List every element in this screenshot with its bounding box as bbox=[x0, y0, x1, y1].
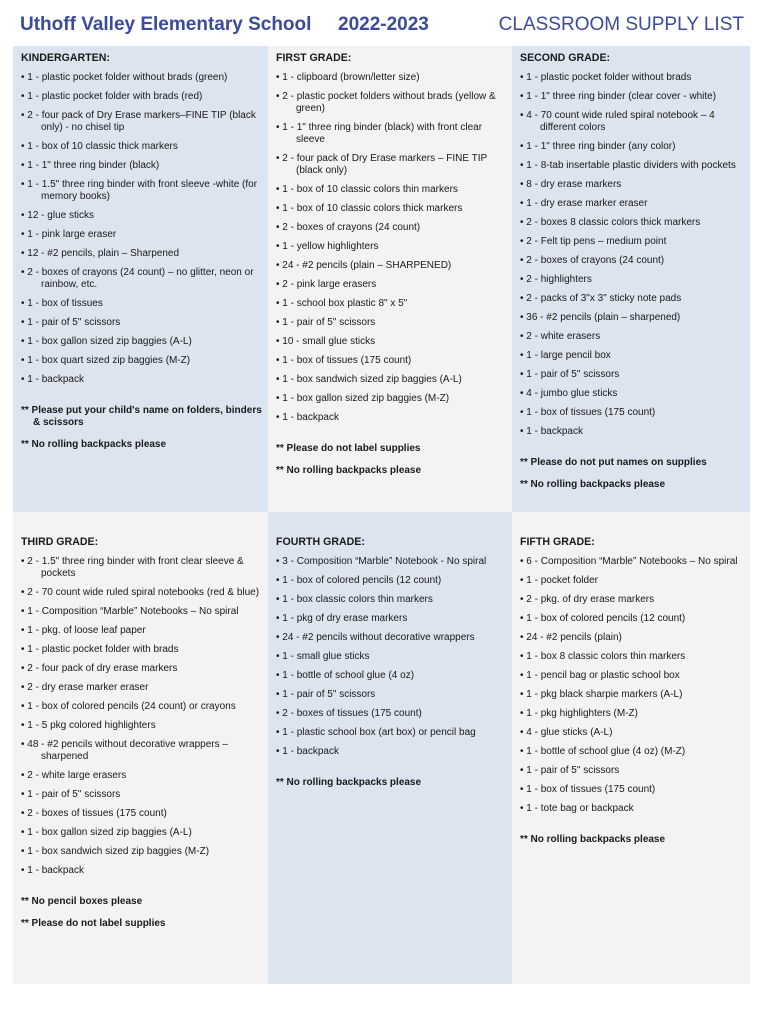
supply-list bbox=[21, 72, 262, 386]
grade-title: FIRST GRADE: bbox=[276, 52, 352, 64]
supply-item: • 1 - box of tissues (175 count) bbox=[276, 355, 506, 367]
supply-item: • 2 - 70 count wide ruled spiral notebooks (red & blue) bbox=[21, 587, 262, 599]
grade-panel-first bbox=[268, 46, 512, 512]
supply-note: ** No rolling backpacks please bbox=[21, 439, 167, 450]
supply-item: • 1 - box of 10 classic colors thin markers bbox=[276, 184, 506, 196]
supply-note: ** Please do not label supplies bbox=[276, 443, 421, 454]
supply-item: • 2 - four pack of Dry Erase markers – FINE TIP (black only) bbox=[276, 153, 506, 177]
supply-item: • 2 - pink large erasers bbox=[276, 279, 506, 291]
supply-list bbox=[21, 556, 262, 877]
supply-item: • 1 - 1" three ring binder (black) bbox=[21, 160, 262, 172]
supply-item: • 2 - four pack of Dry Erase markers–FINE TIP (black only) - no chisel tip bbox=[21, 110, 262, 134]
supply-item: • 2 - four pack of dry erase markers bbox=[21, 663, 262, 675]
supply-item: • 1 - tote bag or backpack bbox=[520, 803, 744, 815]
supply-item: • 24 - #2 pencils (plain) bbox=[520, 632, 744, 644]
supply-list bbox=[276, 72, 506, 424]
supply-item: • 10 - small glue sticks bbox=[276, 336, 506, 348]
supply-item: • 1 - pair of 5" scissors bbox=[520, 765, 744, 777]
supply-item: • 2 - white large erasers bbox=[21, 770, 262, 782]
supply-item: • 1 - bottle of school glue (4 oz) (M-Z) bbox=[520, 746, 744, 758]
supply-item: • 1 - 1" three ring binder (clear cover - white) bbox=[520, 91, 744, 103]
supply-note: ** Please do not label supplies bbox=[21, 918, 166, 929]
supply-item: • 2 - 1.5" three ring binder with front clear sleeve & pockets bbox=[21, 556, 262, 580]
supply-item: • 1 - box of colored pencils (12 count) bbox=[520, 613, 744, 625]
grade-title: SECOND GRADE: bbox=[520, 52, 611, 64]
supply-item: • 12 - glue sticks bbox=[21, 210, 262, 222]
supply-item: • 1 - yellow highlighters bbox=[276, 241, 506, 253]
supply-item: • 3 - Composition “Marble” Notebook - No spiral bbox=[276, 556, 506, 568]
supply-list bbox=[520, 72, 744, 438]
supply-item: • 1 - box sandwich sized zip baggies (M-Z) bbox=[21, 846, 262, 858]
school-year: 2022-2023 bbox=[338, 14, 429, 35]
grade-panel-second bbox=[512, 46, 750, 512]
supply-item: • 1 - backpack bbox=[520, 426, 744, 438]
supply-item: • 1 - box of colored pencils (24 count) or crayons bbox=[21, 701, 262, 713]
supply-item: • 1 - 5 pkg colored highlighters bbox=[21, 720, 262, 732]
supply-note: ** No rolling backpacks please bbox=[520, 834, 666, 845]
school-name: Uthoff Valley Elementary School bbox=[20, 14, 312, 35]
supply-item: • 2 - boxes of crayons (24 count) bbox=[520, 255, 744, 267]
supply-item: • 48 - #2 pencils without decorative wrappers – sharpened bbox=[21, 739, 262, 763]
supply-item: • 1 - box of 10 classic thick markers bbox=[21, 141, 262, 153]
supply-item: • 36 - #2 pencils (plain – sharpened) bbox=[520, 312, 744, 324]
supply-item: • 1 - pair of 5" scissors bbox=[276, 689, 506, 701]
supply-item: • 1 - pair of 5" scissors bbox=[520, 369, 744, 381]
grade-title: THIRD GRADE: bbox=[21, 536, 99, 548]
supply-item: • 1 - box sandwich sized zip baggies (A-L) bbox=[276, 374, 506, 386]
supply-item: • 1 - pink large eraser bbox=[21, 229, 262, 241]
supply-item: • 1 - Composition “Marble” Notebooks – No spiral bbox=[21, 606, 262, 618]
supply-item: • 1 - pair of 5" scissors bbox=[21, 789, 262, 801]
supply-item: • 2 - pkg. of dry erase markers bbox=[520, 594, 744, 606]
page-header bbox=[0, 0, 770, 46]
supply-item: • 1 - backpack bbox=[276, 746, 506, 758]
supply-item: • 2 - highlighters bbox=[520, 274, 744, 286]
supply-item: • 1 - pocket folder bbox=[520, 575, 744, 587]
supply-item: • 1 - pair of 5" scissors bbox=[276, 317, 506, 329]
supply-item: • 12 - #2 pencils, plain – Sharpened bbox=[21, 248, 262, 260]
supply-item: • 2 - white erasers bbox=[520, 331, 744, 343]
supply-item: • 1 - box 8 classic colors thin markers bbox=[520, 651, 744, 663]
supply-item: • 1 - 1" three ring binder (any color) bbox=[520, 141, 744, 153]
supply-item: • 1 - plastic pocket folder with brads bbox=[21, 644, 262, 656]
supply-item: • 1 - 8-tab insertable plastic dividers with pockets bbox=[520, 160, 744, 172]
supply-item: • 1 - school box plastic 8" x 5" bbox=[276, 298, 506, 310]
supply-note: ** No rolling backpacks please bbox=[276, 777, 422, 788]
supply-item: • 1 - plastic school box (art box) or pencil bag bbox=[276, 727, 506, 739]
supply-item: • 2 - boxes of crayons (24 count) bbox=[276, 222, 506, 234]
supply-item: • 1 - plastic pocket folder without brads bbox=[520, 72, 744, 84]
supply-list bbox=[520, 556, 744, 815]
supply-item: • 1 - box gallon sized zip baggies (M-Z) bbox=[276, 393, 506, 405]
supply-item: • 1 - small glue sticks bbox=[276, 651, 506, 663]
supply-note: ** No pencil boxes please bbox=[21, 896, 143, 907]
grade-panel-fourth bbox=[268, 512, 512, 984]
supply-note: ** No rolling backpacks please bbox=[520, 479, 666, 490]
supply-item: • 1 - 1.5" three ring binder with front sleeve -white (for memory books) bbox=[21, 179, 262, 203]
supply-item: • 1 - backpack bbox=[21, 374, 262, 386]
supply-item: • 1 - box of tissues bbox=[21, 298, 262, 310]
supply-item: • 24 - #2 pencils (plain – SHARPENED) bbox=[276, 260, 506, 272]
supply-grid bbox=[13, 46, 750, 984]
supply-item: • 1 - backpack bbox=[276, 412, 506, 424]
supply-item: • 4 - glue sticks (A-L) bbox=[520, 727, 744, 739]
supply-item: • 4 - 70 count wide ruled spiral notebook – 4 different colors bbox=[520, 110, 744, 134]
supply-item: • 1 - box gallon sized zip baggies (A-L) bbox=[21, 336, 262, 348]
supply-note: ** No rolling backpacks please bbox=[276, 465, 422, 476]
supply-item: • 1 - box of 10 classic colors thick markers bbox=[276, 203, 506, 215]
supply-item: • 1 - pkg. of loose leaf paper bbox=[21, 625, 262, 637]
supply-item: • 1 - clipboard (brown/letter size) bbox=[276, 72, 506, 84]
supply-item: • 1 - plastic pocket folder with brads (red) bbox=[21, 91, 262, 103]
grade-title: FIFTH GRADE: bbox=[520, 536, 595, 548]
supply-item: • 1 - pencil bag or plastic school box bbox=[520, 670, 744, 682]
supply-item: • 1 - backpack bbox=[21, 865, 262, 877]
grade-title: KINDERGARTEN: bbox=[21, 52, 110, 64]
supply-item: • 1 - box of tissues (175 count) bbox=[520, 784, 744, 796]
grade-panel-fifth bbox=[512, 512, 750, 984]
supply-item: • 1 - box of tissues (175 count) bbox=[520, 407, 744, 419]
supply-item: • 2 - boxes of tissues (175 count) bbox=[21, 808, 262, 820]
grade-title: FOURTH GRADE: bbox=[276, 536, 365, 548]
supply-note: ** Please do not put names on supplies bbox=[520, 457, 707, 468]
supply-item: • 2 - boxes of crayons (24 count) – no glitter, neon or rainbow, etc. bbox=[21, 267, 262, 291]
supply-item: • 1 - box of colored pencils (12 count) bbox=[276, 575, 506, 587]
supply-item: • 1 - box gallon sized zip baggies (A-L) bbox=[21, 827, 262, 839]
supply-item: • 1 - box quart sized zip baggies (M-Z) bbox=[21, 355, 262, 367]
supply-item: • 8 - dry erase markers bbox=[520, 179, 744, 191]
list-title: CLASSROOM SUPPLY LIST bbox=[498, 14, 744, 35]
supply-item: • 1 - bottle of school glue (4 oz) bbox=[276, 670, 506, 682]
grade-panel-third bbox=[13, 512, 268, 984]
supply-list bbox=[276, 556, 506, 758]
supply-item: • 2 - packs of 3"x 3" sticky note pads bbox=[520, 293, 744, 305]
supply-item: • 2 - plastic pocket folders without brads (yellow & green) bbox=[276, 91, 506, 115]
supply-item: • 24 - #2 pencils without decorative wrappers bbox=[276, 632, 506, 644]
supply-item: • 1 - pair of 5" scissors bbox=[21, 317, 262, 329]
supply-item: • 2 - boxes 8 classic colors thick markers bbox=[520, 217, 744, 229]
supply-item: • 6 - Composition “Marble” Notebooks – No spiral bbox=[520, 556, 744, 568]
supply-item: • 2 - Felt tip pens – medium point bbox=[520, 236, 744, 248]
supply-item: • 2 - boxes of tissues (175 count) bbox=[276, 708, 506, 720]
supply-item: • 1 - box classic colors thin markers bbox=[276, 594, 506, 606]
supply-item: • 1 - large pencil box bbox=[520, 350, 744, 362]
supply-item: • 1 - 1" three ring binder (black) with front clear sleeve bbox=[276, 122, 506, 146]
supply-item: • 2 - dry erase marker eraser bbox=[21, 682, 262, 694]
grade-panel-kindergarten bbox=[13, 46, 268, 512]
supply-item: • 1 - pkg black sharpie markers (A-L) bbox=[520, 689, 744, 701]
supply-note: ** Please put your child's name on folders, binders & scissors bbox=[21, 405, 262, 428]
supply-item: • 4 - jumbo glue sticks bbox=[520, 388, 744, 400]
supply-item: • 1 - pkg of dry erase markers bbox=[276, 613, 506, 625]
supply-item: • 1 - pkg highlighters (M-Z) bbox=[520, 708, 744, 720]
supply-item: • 1 - plastic pocket folder without brads (green) bbox=[21, 72, 262, 84]
supply-item: • 1 - dry erase marker eraser bbox=[520, 198, 744, 210]
